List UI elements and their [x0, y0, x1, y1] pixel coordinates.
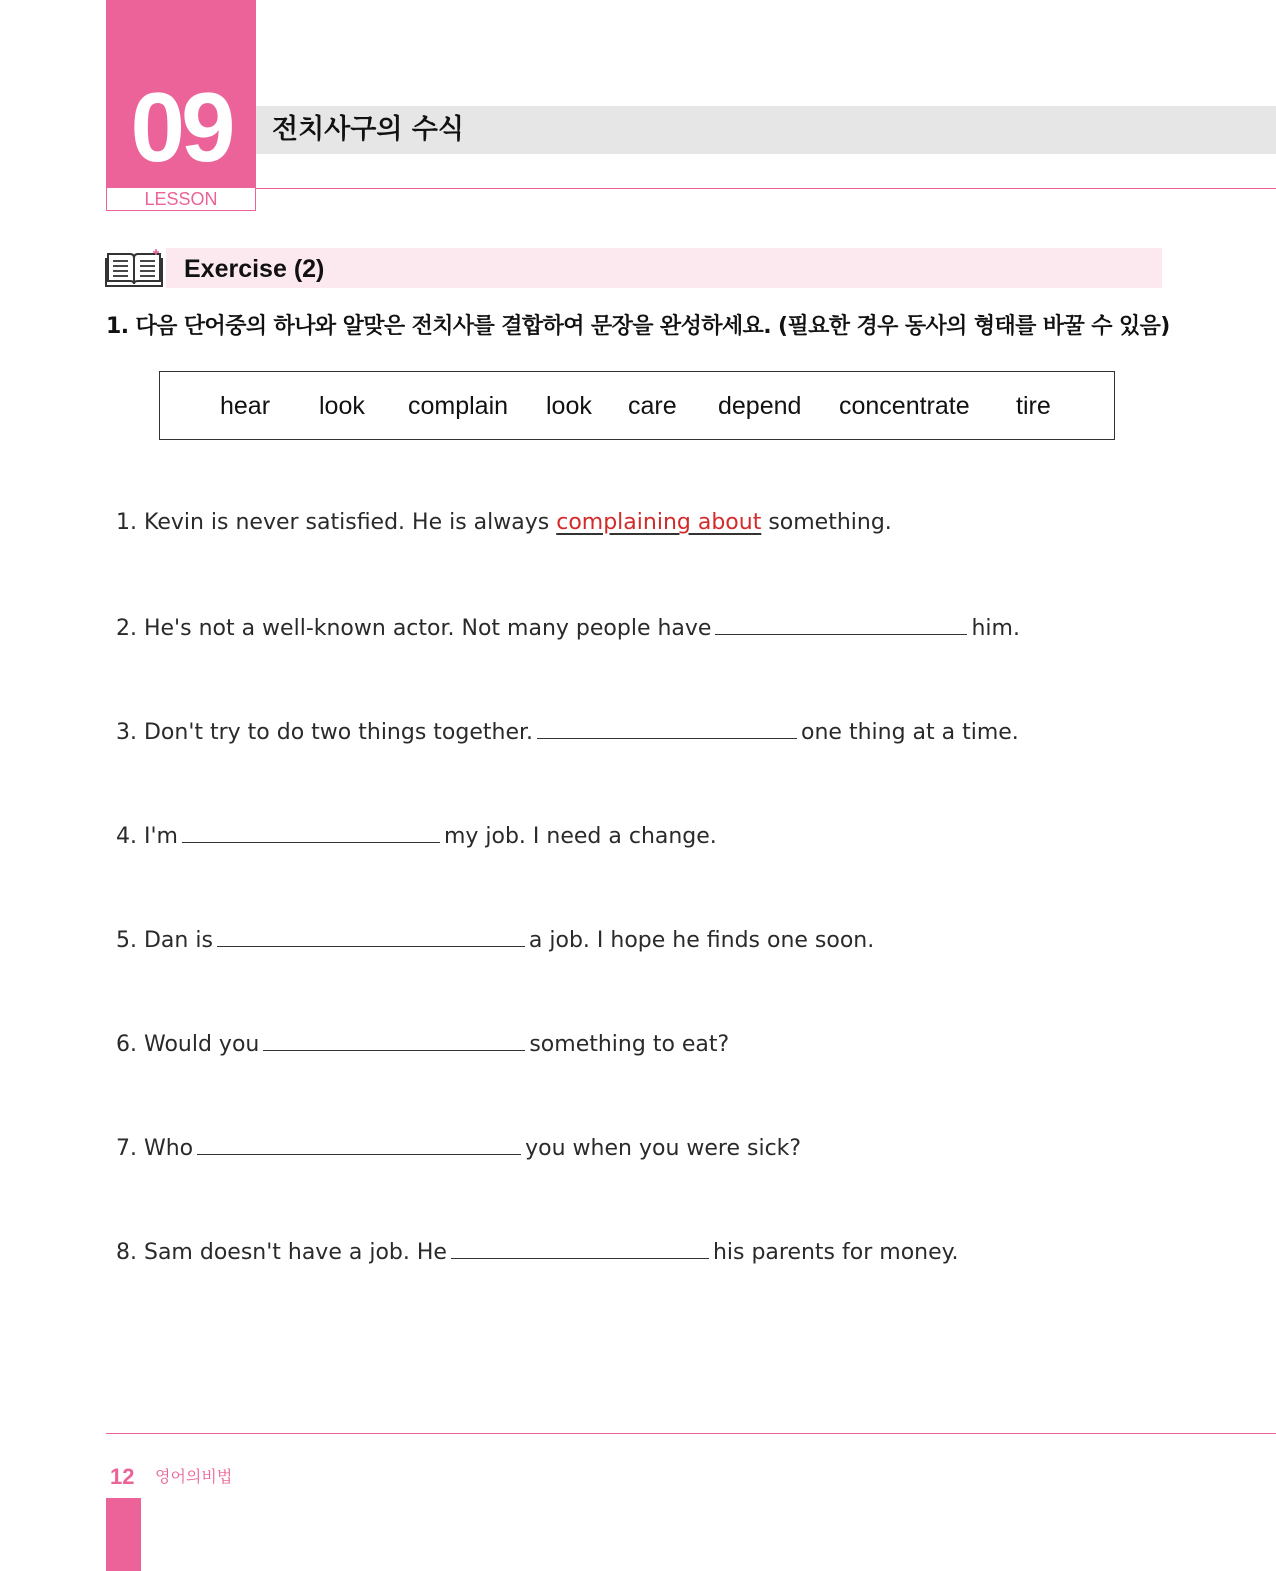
sentence-text: 8. Sam doesn't have a job. He [116, 1240, 447, 1265]
answer-blank[interactable] [197, 1132, 521, 1155]
open-book-icon [104, 246, 164, 290]
sentence-8 [116, 1236, 959, 1268]
sentence-text: 4. I'm [116, 824, 178, 849]
word-box-item: look [546, 392, 592, 420]
book-name: 영어의비법 [155, 1467, 233, 1486]
answer-blank[interactable] [715, 612, 967, 635]
word-box-item: tire [1016, 392, 1051, 420]
answer-blank[interactable] [263, 1028, 525, 1051]
page-number: 12 [110, 1464, 135, 1489]
sentence-5 [116, 924, 874, 956]
answer-blank[interactable] [537, 716, 797, 739]
word-box-item: look [319, 392, 365, 420]
answer-blank[interactable] [182, 820, 440, 843]
sentence-7 [116, 1132, 801, 1164]
sentence-text: him. [971, 616, 1020, 641]
footer-accent-block [106, 1498, 141, 1571]
exercise-title: Exercise (2) [184, 255, 325, 283]
word-box-item: concentrate [839, 392, 970, 420]
sentence-4 [116, 820, 717, 852]
word-box-item: complain [408, 392, 509, 420]
lesson-title: 전치사구의 수식 [272, 114, 464, 145]
lesson-number: 09 [130, 72, 232, 182]
word-box-item: care [628, 392, 677, 420]
sentence-text: a job. I hope he finds one soon. [528, 928, 875, 953]
sentence-6 [116, 1028, 729, 1060]
sentence-text: something to eat? [529, 1032, 730, 1057]
sentence-text: 6. Would you [116, 1032, 260, 1057]
sentence-text: 3. Don't try to do two things together. [116, 720, 534, 745]
sentence-text: one thing at a time. [801, 720, 1019, 745]
sentence-text: 2. He's not a well-known actor. Not many people have [116, 616, 712, 641]
exercise-instruction: 1. 다음 단어중의 하나와 알맞은 전치사를 결합하여 문장을 완성하세요. (필요한 경우 동사의 형태를 바꿀 수 있음) [106, 314, 1170, 339]
word-box-item: depend [718, 392, 802, 420]
sentence-text: you when you were sick? [525, 1136, 802, 1161]
answer-example: complaining about [556, 510, 762, 535]
sentence-text: 5. Dan is [116, 928, 213, 953]
sentence-text: 7. Who [116, 1136, 194, 1161]
sentence-2 [116, 612, 1020, 644]
sentence-3 [116, 716, 1019, 748]
header-divider [256, 188, 1276, 189]
word-box-item: hear [220, 392, 271, 420]
sentence-text: 1. Kevin is never satisfied. He is always [116, 510, 557, 535]
sentence-text: his parents for money. [712, 1240, 959, 1265]
sentence-text: something. [761, 510, 892, 535]
answer-blank[interactable] [451, 1236, 709, 1259]
footer-divider [106, 1433, 1276, 1434]
lesson-label: LESSON [106, 188, 256, 211]
sentence-1 [116, 508, 892, 538]
answer-blank[interactable] [217, 924, 525, 947]
sentence-text: my job. I need a change. [443, 824, 717, 849]
